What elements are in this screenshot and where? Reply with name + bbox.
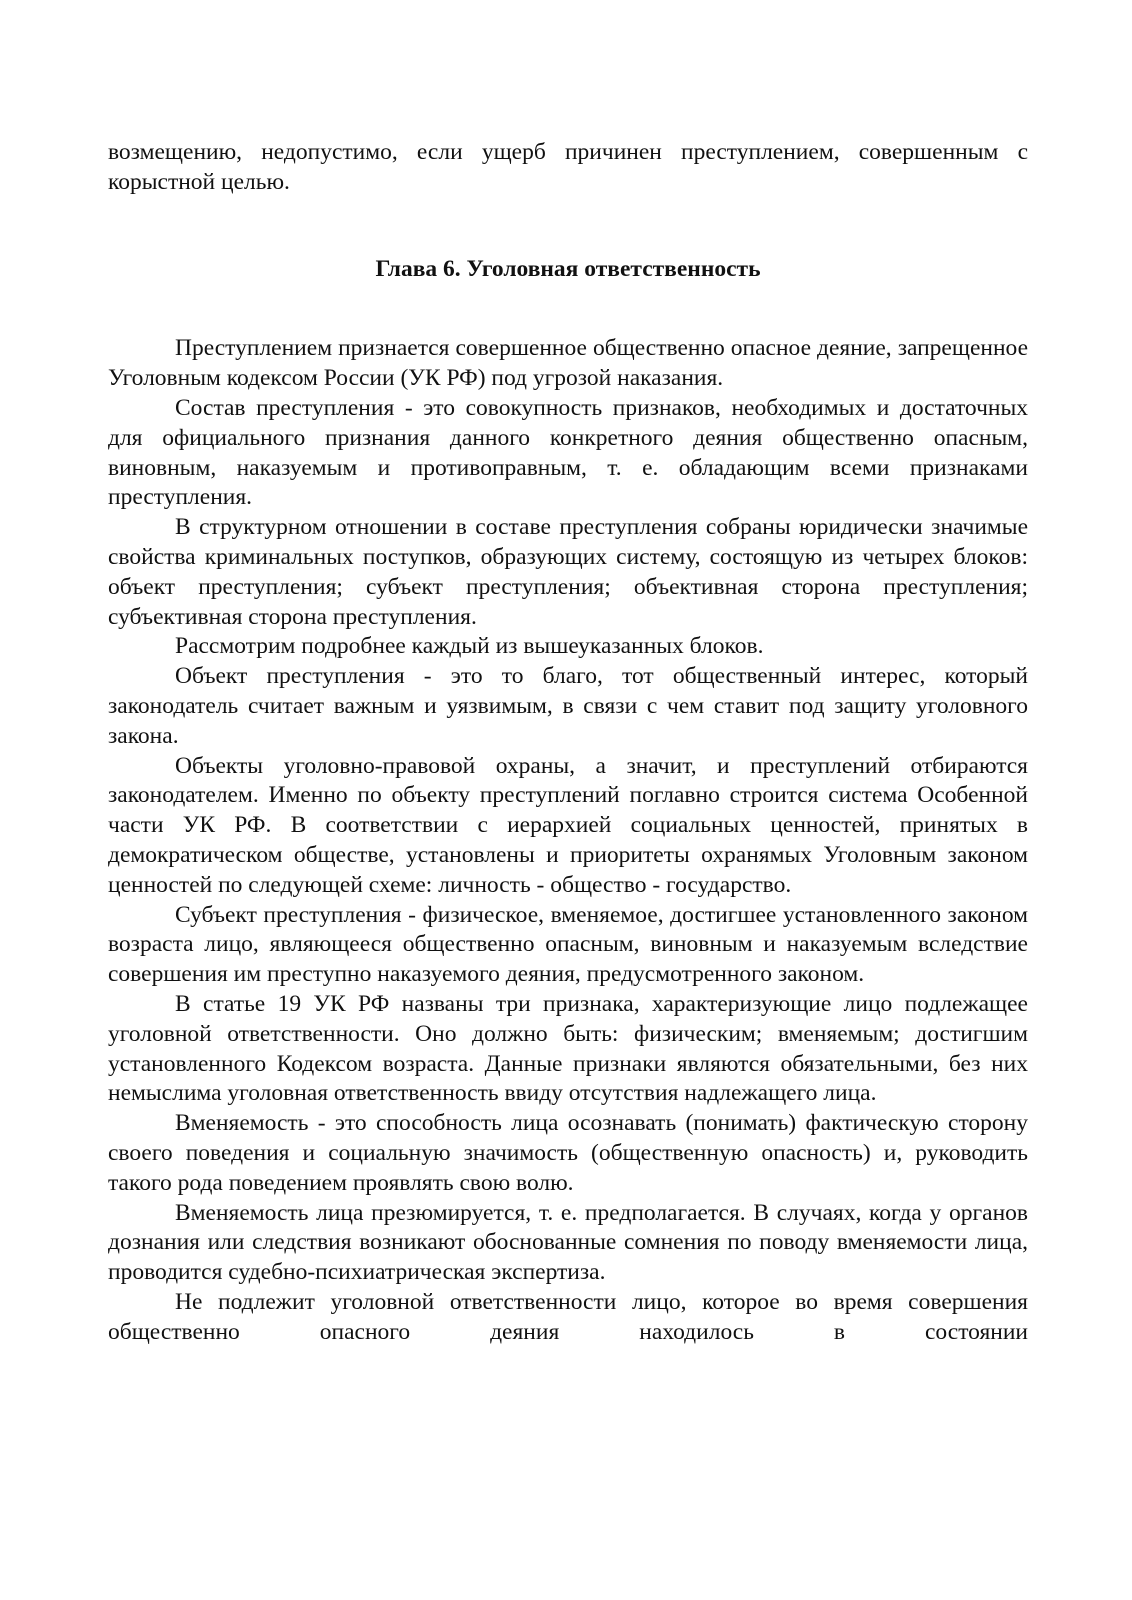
paragraph-objects-protection: Объекты уголовно-правовой охраны, а значит, и преступлений отбираются законодателем. Именно по объекту преступлений поглавно строится система Особенной части УК РФ. В соответствии с иерархией социальных ценностей, принятых в демократическом обществе, установлены и приоритеты охранямых Уголовным законом ценностей по следующей схеме: личность - общество - государство. — [108, 752, 1028, 898]
paragraph-object-of-crime: Объект преступления - это то благо, тот общественный интерес, который законодатель считает важным и уязвимым, в связи с чем ставит под защиту уголовного закона. — [108, 663, 1028, 749]
paragraph-consider-blocks: Рассмотрим подробнее каждый из вышеуказанных блоков. — [175, 633, 764, 660]
paragraph-sanity-presumption: Вменяемость лица презюмируется, т. е. предполагается. В случаях, когда у органов дознания или следствия возникают обоснованные сомнения по поводу вменяемости лица, проводится судебно-психиатрическая экспертиза. — [108, 1199, 1028, 1286]
paragraph-not-liable: Не подлежит уголовной ответственности лицо, которое во время совершения общественно опасного деяния находилось в состоянии — [108, 1288, 1028, 1345]
chapter-title: Глава 6. Уголовная ответственность — [375, 255, 761, 282]
paragraph-article-19: В статье 19 УК РФ названы три признака, характеризующие лицо подлежащее уголовной ответственности. Оно должно быть: физическим; вменяемым; достигшим установленного Кодексом возраста. Данные признаки являются обязательными, без них немыслима уголовная ответственность ввиду отсутствия надлежащего лица. — [108, 990, 1028, 1107]
continuation-paragraph: возмещению, недопустимо, если ущерб причинен преступлением, совершенным с корыстной целью. — [108, 139, 1028, 195]
spacer — [108, 284, 1028, 334]
paragraph-crime-definition: Преступлением признается совершенное общественно опасное деяние, запрещенное Уголовным кодексом России (УК РФ) под угрозой наказания. — [108, 335, 1028, 392]
document-page — [108, 138, 1028, 1347]
paragraph-sanity: Вменяемость - это способность лица осознавать (понимать) фактическую сторону своего поведения и социальную значимость (общественную опасность) и, руководить такого рода поведением проявлять свою волю. — [108, 1110, 1028, 1196]
paragraph-subject-of-crime: Субъект преступления - физическое, вменяемое, достигшее установленного законом возраста лицо, являющееся общественно опасным, виновным и наказуемым вследствие совершения им преступно наказуемого деяния, предусмотренного законом. — [108, 901, 1028, 988]
paragraph-structure: В структурном отношении в составе преступления собраны юридически значимые свойства криминальных поступков, образующих систему, состоящую из четырех блоков: объект преступления; субъект преступления; объективная сторона преступления; субъективная сторона преступления. — [108, 514, 1028, 630]
paragraph-crime-composition: Состав преступления - это совокупность признаков, необходимых и достаточных для официального признания данного конкретного деяния общественно опасным, виновным, наказуемым и противоправным, т. е. обладающим всеми признаками преступления. — [108, 394, 1028, 511]
